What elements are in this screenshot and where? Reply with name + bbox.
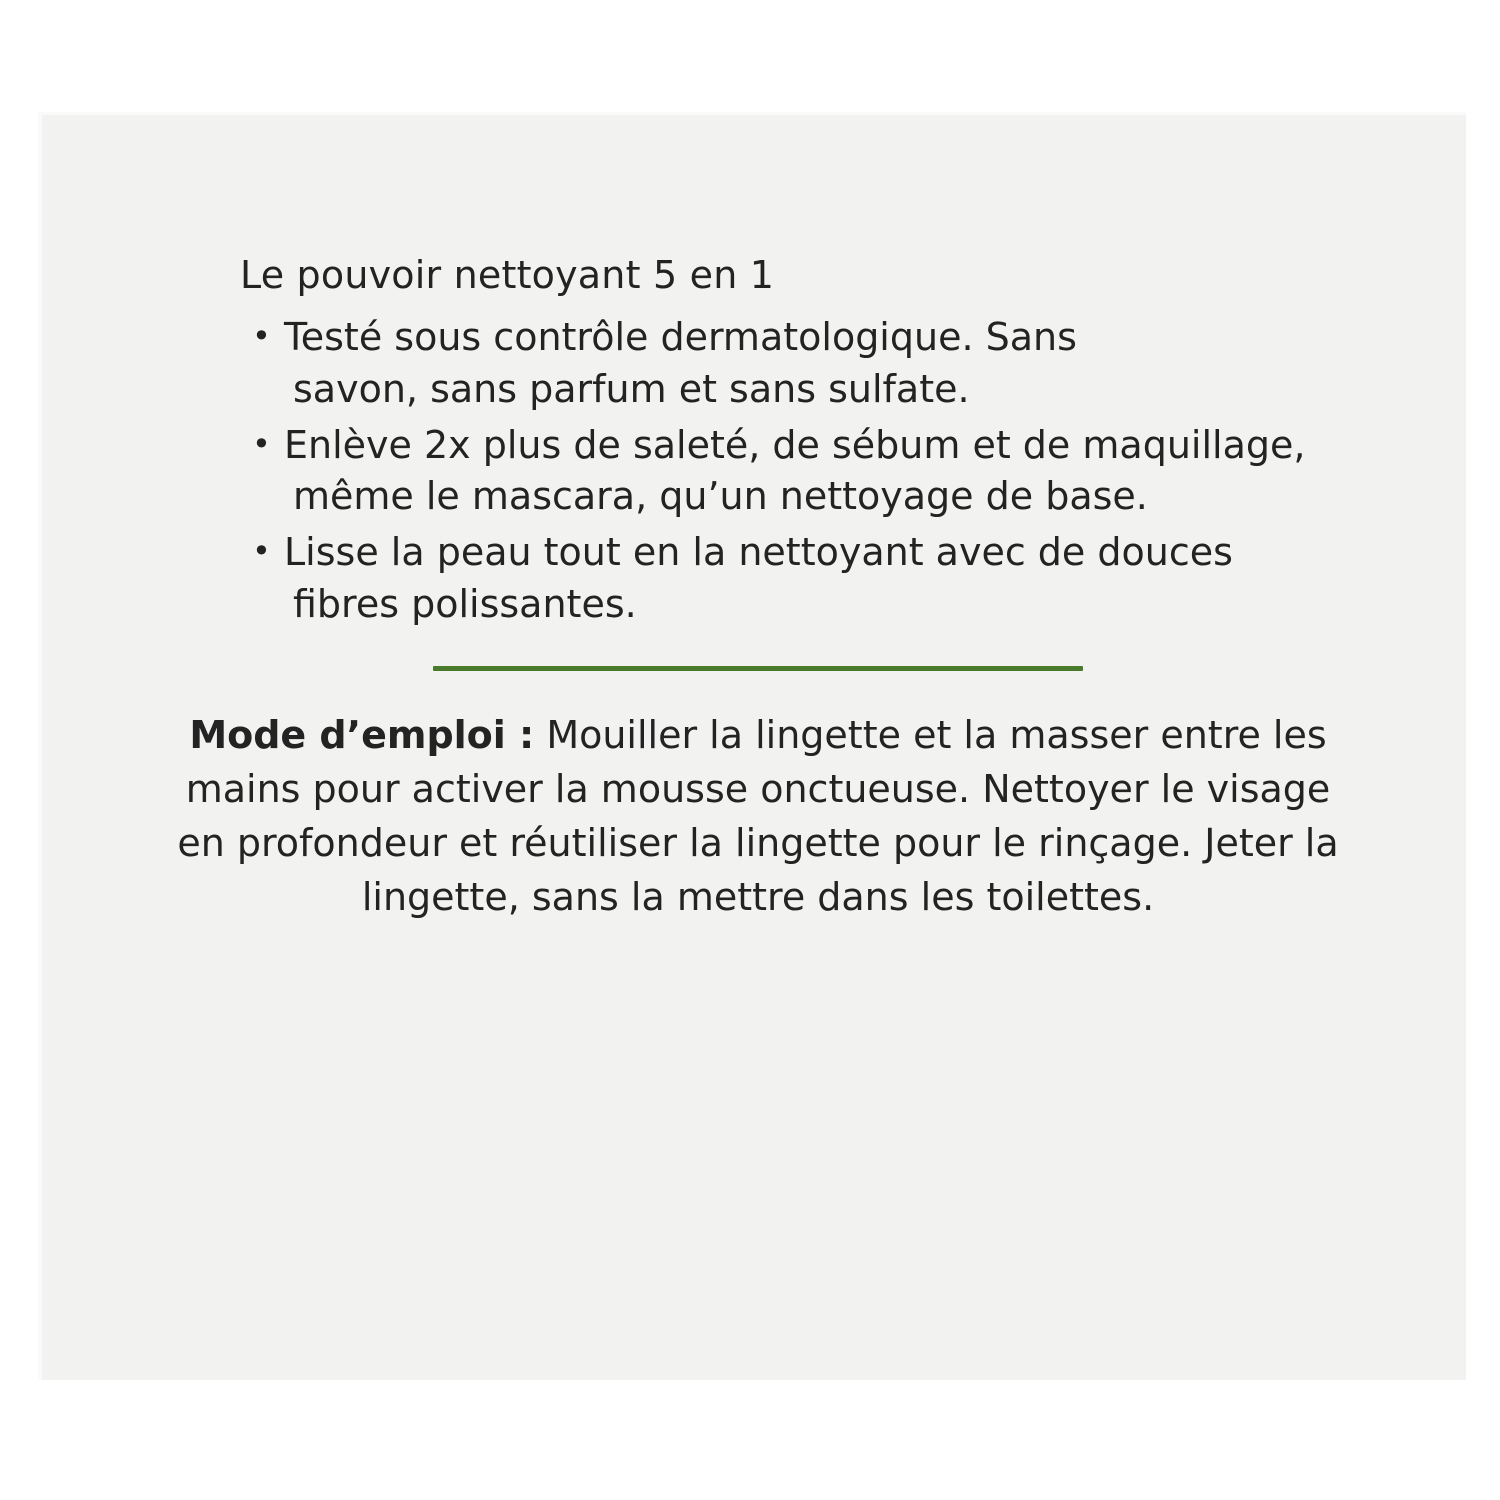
list-item (250, 527, 1358, 630)
list-item-line-1: Enlève 2x plus de saleté, de sébum et de maquillage, (284, 422, 1306, 467)
list-item-line-2: même le mascara, qu’un nettoyage de base. (293, 474, 1148, 519)
usage-instructions (158, 709, 1358, 925)
benefits-list (158, 312, 1358, 630)
panel-edge-top (38, 112, 1466, 115)
list-item (250, 312, 1358, 415)
list-item-line-2: savon, sans parfum et sans sulfate. (293, 367, 970, 412)
list-item-line-1: Lisse la peau tout en la nettoyant avec de douces (284, 530, 1233, 575)
usage-text: Mouiller la lingette et la masser entre les mains pour activer la mousse onctueuse. Nettoyer le visage en profondeur et réutiliser la lingette pour le rinçage. Jeter la lingette, sans la mettre dans les toilettes. (177, 713, 1339, 920)
divider-wrap (158, 666, 1358, 671)
bullet-icon: • (252, 317, 271, 356)
usage-label: Mode d’emploi : (189, 713, 535, 758)
list-item-line-2: fibres polissantes. (293, 581, 637, 626)
bullet-icon: • (252, 424, 271, 463)
panel-edge-left (38, 112, 42, 1380)
list-item-line-1: Testé sous contrôle dermatologique. Sans (284, 315, 1077, 360)
product-info-panel (38, 112, 1466, 1380)
section-divider (433, 666, 1083, 671)
panel-content (158, 252, 1358, 963)
headline: Le pouvoir nettoyant 5 en 1 (240, 253, 775, 297)
list-item (250, 420, 1358, 523)
bullet-icon: • (252, 532, 271, 571)
